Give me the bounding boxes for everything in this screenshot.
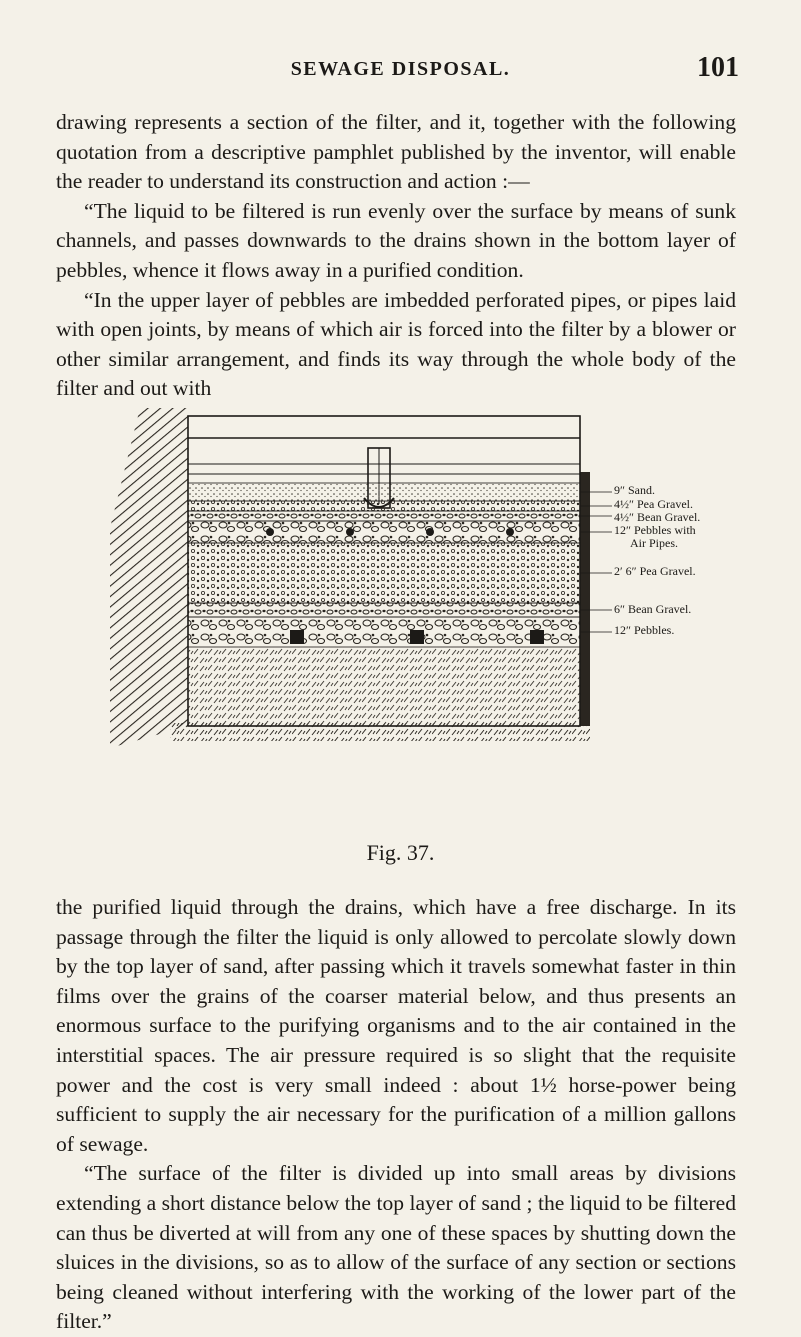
layer-label: 4½″ Bean Gravel. <box>614 510 701 524</box>
embankment <box>110 408 188 748</box>
layer-label: 2′ 6″ Pea Gravel. <box>614 564 696 578</box>
layer-label: 9″ Sand. <box>614 483 655 497</box>
paragraph: drawing represents a section of the filter, and it, together with the following quotation from a descriptive pamphlet published by the inventor, will enable the reader to understand its construction and action :— <box>56 110 736 194</box>
layer-bean-gravel <box>188 511 580 521</box>
layer-bean-gravel-deep <box>188 603 580 617</box>
running-head <box>0 52 801 92</box>
layer-label: 12″ Pebbles with <box>614 523 696 537</box>
layer-label: 4½″ Pea Gravel. <box>614 497 693 511</box>
filter-section-figure <box>110 408 750 808</box>
body-text-top <box>56 108 736 404</box>
layer-label: Air Pipes. <box>630 536 678 550</box>
body-text-bottom <box>56 893 736 1337</box>
running-title: SEWAGE DISPOSAL. <box>290 58 511 80</box>
layer-label: 12″ Pebbles. <box>614 623 675 637</box>
retaining-wall <box>580 472 590 726</box>
layer-label: 6″ Bean Gravel. <box>614 602 692 616</box>
layer-pea-gravel-deep <box>188 543 580 603</box>
layer-sand <box>188 483 580 501</box>
paragraph: “The liquid to be filtered is run evenly over the surface by means of sunk channels, and passes downwards to the drains shown in the bottom layer of pebbles, whence it flows away in a purified condition. <box>56 198 736 282</box>
page-number: 101 <box>697 52 739 83</box>
paragraph: the purified liquid through the drains, which have a free discharge. In its passage through the filter the liquid is only allowed to percolate slowly down by the top layer of sand, after passing which it travels somewhat faster in thin films over the grains of the coarser material below, and thus presents an enormous surface to the purifying organisms and to the air contained in the interstitial spaces. The air pressure required is so slight that the requisite power and the cost is very small indeed : about 1½ horse-power being sufficient to supply the air necessary for the purification of a million gallons of sewage. <box>56 895 736 1156</box>
layer-pebbles-air-pipes <box>188 521 580 543</box>
layer-pebbles-bottom <box>188 617 580 647</box>
paragraph: “In the upper layer of pebbles are imbedded perforated pipes, or pipes laid with open joints, by means of which air is forced into the filter by a blower or other similar arrangement, and finds its way through the whole body of the filter and out with <box>56 287 736 401</box>
paragraph: “The surface of the filter is divided up into small areas by divisions extending a short distance below the top layer of sand ; the liquid to be filtered can thus be diverted at will from any one of these spaces by shutting down the sluices in the divisions, so as to allow of the surface of any section or sections being cleaned without interfering with the working of the lower part of the filter.” <box>56 1161 736 1334</box>
layer-pea-gravel <box>188 501 580 511</box>
figure-caption: Fig. 37. <box>366 840 435 865</box>
